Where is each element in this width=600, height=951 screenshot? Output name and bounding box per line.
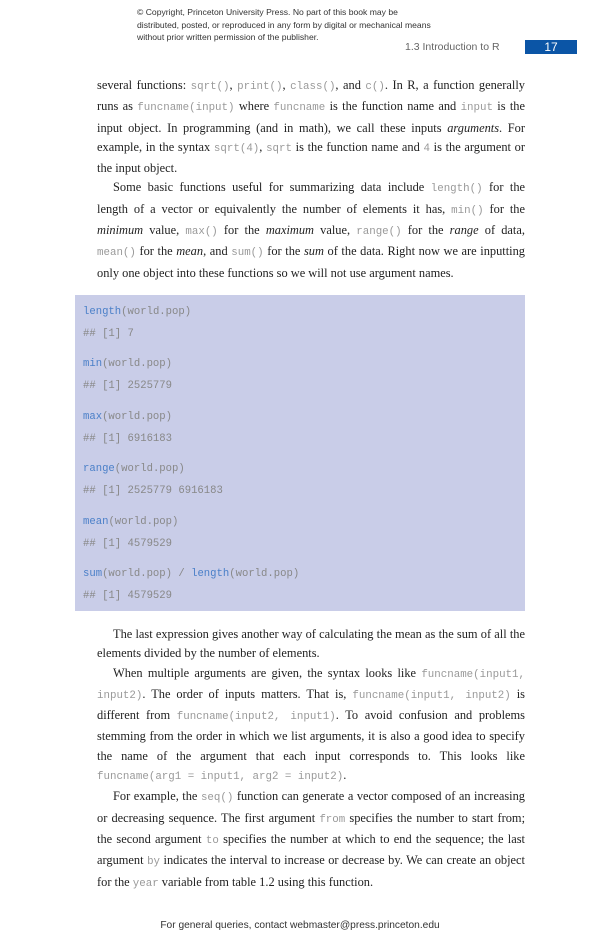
footer: For general queries, contact webmaster@press.princeton.edu	[160, 919, 440, 931]
text-run: . The order of inputs matters. That is,	[142, 686, 353, 701]
code-args: (world.pop)	[121, 305, 192, 318]
text-run: is the function name and	[291, 139, 424, 154]
function-name: max	[83, 410, 103, 423]
text-run: for the	[217, 223, 266, 238]
code-output: ## [1] 7	[83, 327, 134, 340]
code-args: (world.pop)	[102, 358, 173, 371]
function-name: range	[83, 463, 115, 476]
text-run: for the	[263, 244, 304, 259]
text-run: indicates the interval to increase or decrease by. We can create an object for the	[97, 853, 525, 889]
code-line	[83, 463, 185, 475]
paragraph	[97, 625, 525, 664]
text-run: function can generate a vector composed of an increasing or decreasing sequence. The first argument	[97, 789, 525, 825]
text-run: Some basic functions useful for summarizing data include	[113, 180, 431, 195]
text-run: is different from	[97, 686, 525, 723]
paragraph	[97, 664, 525, 788]
paragraph	[97, 178, 525, 282]
code-line	[83, 568, 299, 580]
code-args: (world.pop)	[114, 463, 185, 476]
text-run: value,	[143, 223, 186, 238]
inline-code: year	[132, 877, 159, 890]
inline-code: sum()	[231, 247, 264, 260]
text-run: is the function name and	[325, 99, 461, 114]
page-number: 17	[525, 40, 577, 54]
text-run: where	[234, 99, 274, 114]
text-run: ,	[282, 78, 291, 92]
text-run: value,	[314, 223, 357, 238]
code-block	[75, 295, 525, 611]
function-name: length	[191, 568, 230, 581]
text-run: . To avoid confusion and problems stemming from the order in which we list arguments, it is also a good idea to specify the name of the argument that each input corresponds to. This looks like	[97, 708, 525, 763]
inline-code: funcname(arg1 = input1, arg2 = input2)	[97, 771, 344, 784]
emphasis: arguments	[447, 120, 500, 135]
function-name: length	[83, 305, 122, 318]
inline-code: funcname(input)	[137, 102, 235, 115]
code-output: ## [1] 4579529	[83, 537, 173, 550]
code-output: ## [1] 2525779 6916183	[83, 485, 223, 498]
code-args: (world.pop)	[102, 410, 173, 423]
text-run: is the argument or the input object.	[97, 139, 525, 176]
text-run: variable from table 1.2 using this function.	[158, 874, 374, 889]
code-line	[83, 411, 172, 423]
text-run: for the length of a vector or equivalently the number of elements it has,	[97, 180, 526, 216]
code-args: (world.pop)	[229, 568, 300, 581]
text-run: For example, the	[113, 789, 201, 804]
text-run: .	[343, 768, 347, 783]
text-run: of data,	[478, 223, 525, 238]
inline-code: print()	[237, 81, 283, 93]
inline-code: funcname(input1, input2)	[97, 668, 525, 702]
inline-code: by	[147, 856, 161, 869]
function-name: mean	[83, 515, 109, 528]
text-run: several functions:	[97, 78, 191, 92]
body-text-top	[97, 76, 525, 283]
paragraph	[97, 787, 525, 893]
inline-code: to	[205, 834, 219, 847]
text-run: . For example, in the syntax	[97, 120, 525, 154]
inline-code: funcname(input1, input2)	[352, 689, 511, 702]
inline-code: mean()	[97, 247, 136, 260]
inline-code: sqrt	[266, 142, 292, 155]
inline-code: input	[460, 102, 493, 115]
code-line	[83, 516, 178, 528]
text-run: specifies the number at which to end the sequence; the last argument	[97, 831, 526, 868]
text-run: for the	[135, 244, 177, 259]
code-output: ## [1] 6916183	[83, 432, 173, 445]
inline-code: sqrt(4)	[213, 142, 260, 155]
text-run: ,	[259, 139, 267, 154]
code-args: (world.pop) /	[102, 568, 192, 581]
text-run: is the input object. In programming (and in math), we call these inputs	[97, 99, 525, 135]
inline-code: from	[319, 813, 346, 826]
emphasis: maximum	[265, 223, 315, 238]
text-run: The last expression gives another way of calculating the mean as the sum of all the elements divided by the number of elements.	[97, 626, 525, 661]
inline-code: length()	[430, 183, 483, 196]
text-run: specifies the number to start from; the second argument	[97, 810, 526, 846]
text-run: When multiple arguments are given, the syntax looks like	[113, 665, 422, 680]
code-output: ## [1] 4579529	[83, 590, 173, 603]
function-name: min	[83, 358, 103, 371]
emphasis: sum	[303, 244, 324, 259]
inline-code: funcname(input2, input1)	[176, 711, 336, 724]
text-run: ,	[229, 78, 238, 92]
body-text-bottom	[97, 625, 525, 894]
code-line	[83, 306, 191, 318]
text-run: for the	[401, 223, 450, 238]
inline-code: class()	[290, 81, 336, 93]
paragraph	[97, 76, 525, 178]
emphasis: range	[449, 223, 479, 238]
code-output: ## [1] 2525779	[83, 380, 173, 393]
text-run: for the	[483, 201, 525, 216]
text-run: , and	[203, 244, 232, 259]
inline-code: sqrt()	[190, 81, 230, 93]
code-args: (world.pop)	[108, 515, 179, 528]
text-run: . In R, a function generally runs as	[97, 78, 525, 114]
inline-code: c()	[365, 81, 385, 93]
inline-code: seq()	[200, 792, 234, 805]
inline-code: range()	[356, 226, 402, 239]
inline-code: 4	[423, 142, 430, 155]
code-line	[83, 358, 172, 370]
text-run: of the data. Right now we are inputting only one object into these functions so we will not use argument names.	[97, 244, 525, 280]
running-head: 1.3 Introduction to R	[405, 41, 500, 53]
emphasis: mean	[176, 244, 204, 259]
inline-code: min()	[451, 204, 484, 217]
inline-code: max()	[185, 226, 218, 239]
copyright-notice: © Copyright, Princeton University Press. No part of this book may be distributed, posted, or reproduced in any form by digital or mechanical means without prior written permission of the publisher.	[137, 7, 431, 42]
function-name: sum	[83, 568, 103, 581]
emphasis: minimum	[97, 223, 144, 238]
inline-code: funcname	[273, 102, 326, 115]
text-run: , and	[335, 78, 366, 92]
